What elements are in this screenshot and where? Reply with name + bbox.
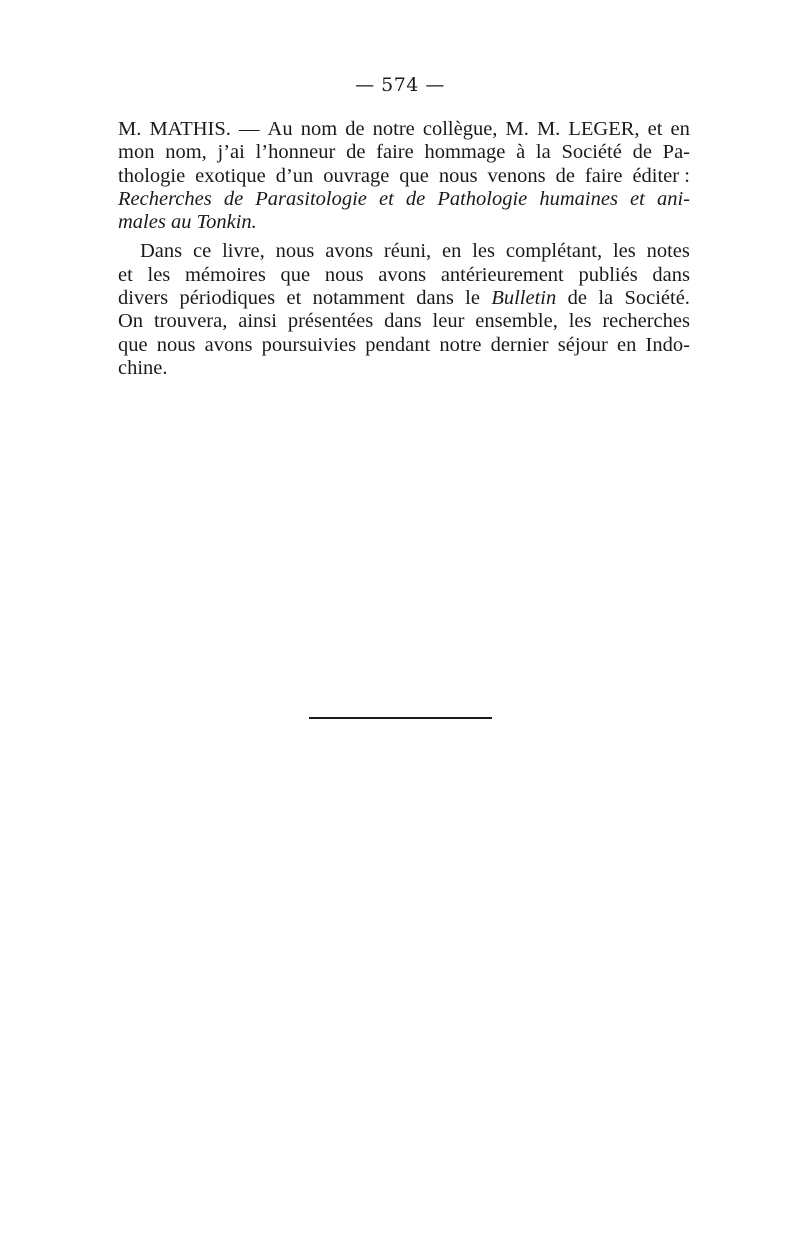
word: j’ai — [217, 141, 245, 164]
body-text — [118, 118, 690, 380]
word: antérieurement — [440, 263, 564, 286]
text-line — [118, 141, 690, 164]
word: publiés — [578, 263, 638, 286]
word: notes — [646, 240, 690, 263]
word: collègue, — [422, 118, 498, 140]
word: nous — [275, 240, 315, 263]
colleague-name: LEGER, — [568, 118, 640, 140]
word: ce — [193, 240, 212, 263]
word: la — [598, 287, 614, 310]
word: les — [612, 240, 636, 263]
word: les — [147, 263, 171, 286]
word: leur — [432, 310, 465, 333]
word: en — [617, 333, 637, 356]
word: éditer : — [632, 164, 690, 187]
word: trouvera, — [153, 310, 228, 333]
word: ensemble, — [475, 310, 558, 333]
word: M. — [505, 118, 529, 140]
book-title-word: et — [630, 187, 645, 210]
word: dernier — [490, 333, 549, 356]
word: de — [555, 164, 575, 187]
word: dans — [384, 310, 422, 333]
word: pendant — [365, 333, 431, 356]
word: le — [465, 287, 480, 310]
page-number: — 574 — — [355, 74, 445, 96]
word: faire — [376, 141, 414, 164]
word: ainsi — [238, 310, 277, 333]
word: notre — [439, 333, 482, 356]
word: hommage — [424, 141, 506, 164]
word: présentées — [287, 310, 374, 333]
text-line — [118, 357, 690, 380]
paragraph-2 — [118, 240, 690, 380]
book-title-word: et — [378, 187, 394, 210]
word: les — [568, 310, 592, 333]
word: que — [118, 333, 148, 356]
word: à — [516, 141, 526, 164]
book-title-word: Tonkin. — [196, 211, 257, 234]
word: recherches — [602, 310, 690, 333]
book-title-word: ani- — [656, 187, 690, 210]
word: complétant, — [505, 240, 603, 263]
word: thologie — [118, 164, 186, 187]
word: nous — [156, 333, 196, 356]
word: chine. — [118, 356, 168, 379]
word: dans — [652, 263, 690, 286]
book-title-word: Parasitologie — [255, 187, 367, 210]
word: M. — [536, 118, 561, 140]
text-line — [118, 310, 690, 333]
word: avons — [325, 240, 374, 263]
word: réuni, — [383, 240, 432, 263]
word: mon — [118, 141, 155, 164]
word: Dans — [140, 240, 183, 263]
text-line — [118, 165, 690, 188]
word: Société. — [624, 287, 690, 310]
book-title-word: Recherches — [118, 187, 212, 210]
book-title-word: de — [405, 187, 426, 210]
word: dans — [416, 287, 454, 310]
text-line — [118, 118, 690, 141]
word: que — [399, 164, 429, 187]
book-title-word: males — [118, 211, 166, 234]
word: d’un — [275, 164, 314, 187]
word: Pa- — [662, 141, 690, 164]
word: et — [118, 263, 133, 286]
word: en — [442, 240, 462, 263]
word: divers — [118, 287, 169, 310]
word: l’honneur — [255, 141, 336, 164]
author-name: MATHIS. — [149, 118, 231, 140]
word: — — [238, 118, 260, 140]
word: de — [346, 141, 366, 164]
word: les — [472, 240, 496, 263]
book-title-word: au — [170, 211, 192, 234]
word: mémoires — [184, 263, 266, 286]
book-title-line — [118, 211, 690, 234]
word: avons — [204, 333, 253, 356]
word: nous — [438, 164, 478, 187]
word: Au — [267, 118, 293, 140]
word: avons — [378, 263, 427, 286]
word: Société — [561, 141, 622, 164]
word: livre, — [222, 240, 265, 263]
word: en — [670, 118, 690, 140]
word: faire — [584, 164, 623, 187]
word: venons — [487, 164, 546, 187]
word: exotique — [195, 164, 266, 187]
word: nom — [300, 118, 338, 140]
text-line — [118, 287, 690, 310]
book-title-word: de — [223, 187, 244, 210]
word: de — [345, 118, 365, 140]
word: de — [632, 141, 652, 164]
section-divider-rule — [309, 717, 492, 719]
word: nous — [324, 263, 364, 286]
word: et — [286, 287, 302, 310]
text-line — [118, 334, 690, 357]
word: poursuivies — [261, 333, 357, 356]
word: notamment — [312, 287, 405, 310]
word: que — [280, 263, 311, 286]
book-title-word: humaines — [539, 187, 618, 210]
paragraph-1 — [118, 118, 690, 234]
word: Indo- — [645, 333, 690, 356]
word: la — [535, 141, 551, 164]
book-title-word: Pathologie — [437, 187, 528, 210]
word: périodiques — [179, 287, 276, 310]
word: notre — [372, 118, 415, 140]
book-title-line — [118, 188, 690, 211]
word: On — [118, 310, 144, 333]
word: nom, — [165, 141, 207, 164]
word: séjour — [557, 333, 608, 356]
text-line — [118, 264, 690, 287]
word: de — [567, 287, 587, 310]
word: et — [647, 118, 663, 140]
word: M. — [118, 118, 142, 140]
text-line — [118, 240, 690, 263]
journal-title: Bulletin — [491, 287, 557, 310]
word: ouvrage — [323, 164, 390, 187]
